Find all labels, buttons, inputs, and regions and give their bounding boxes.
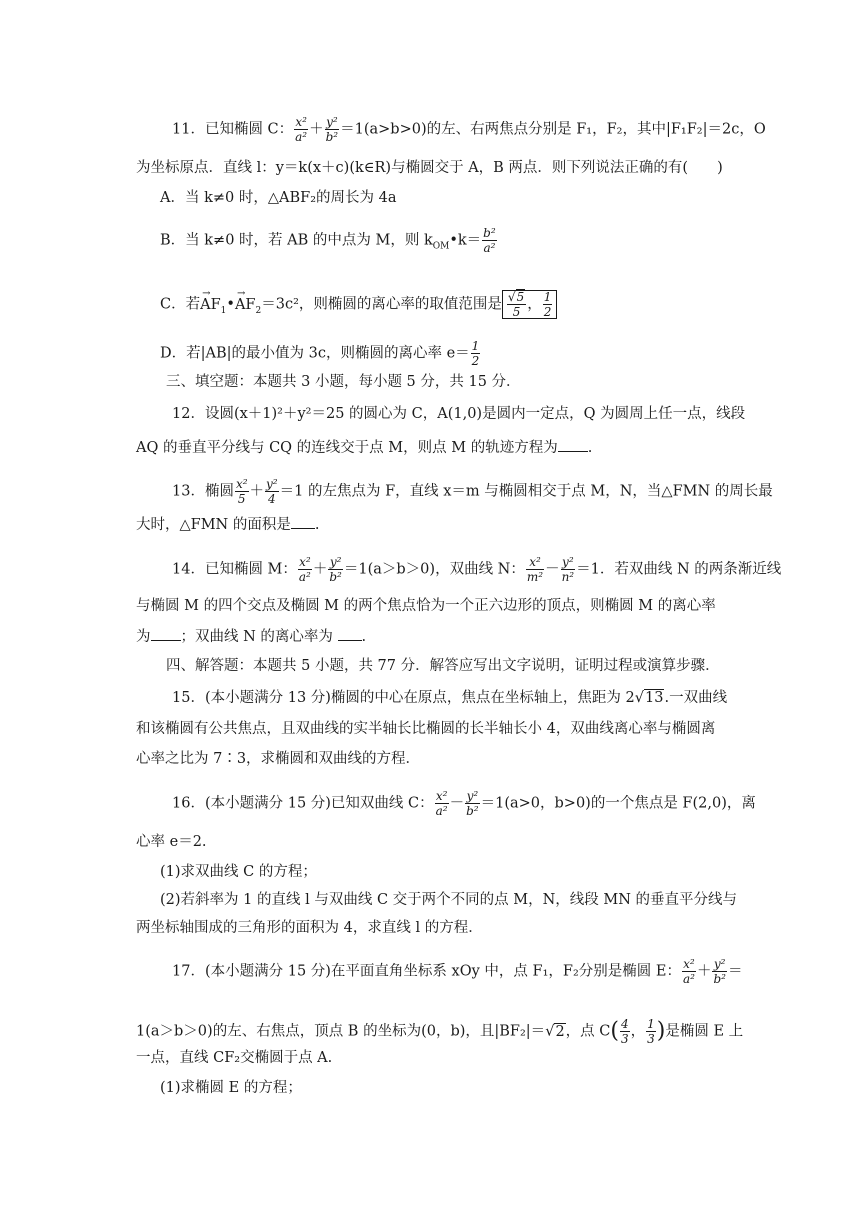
paren-open: (: [610, 1018, 619, 1044]
subscript: OM: [432, 241, 450, 252]
q16-line1: 16．(本小题满分 15 分)已知双曲线 C： $\frac{\text{x²}}{\text{a²}}$ － $\frac{\text{y²}}{\text{b²}}$ ＝1(a>0，b>0)的一个焦点是 F(2,0)，离: [172, 789, 756, 818]
q12-line2: AQ 的垂直平分线与 CQ 的连线交于点 M，则点 M 的轨迹方程为 .: [136, 437, 592, 458]
frac-num: x²: [235, 477, 248, 491]
answer-blank: [558, 437, 588, 452]
frac-den: b²: [713, 972, 726, 986]
q14-line2: 与椭圆 M 的四个交点及椭圆 M 的两个焦点恰为一个正六边形的顶点，则椭圆 M 的离心率: [136, 598, 716, 614]
fraction: [298, 556, 312, 583]
q17-text2: ，点 C: [565, 1023, 611, 1040]
frac-num: 4: [620, 1017, 629, 1031]
q13-text: 大时，△FMN 的面积是: [136, 517, 291, 533]
frac-num: y²: [713, 957, 726, 971]
section-4-heading: 四、解答题：本题共 5 小题，共 77 分．解答应写出文字说明，证明过程或演算步骤．: [166, 658, 720, 674]
frac-num: x²: [299, 555, 311, 569]
fraction: [682, 958, 696, 985]
answer-blank: [338, 626, 362, 641]
q11-line1: 11．已知椭圆 C： $\frac{\text{x²}}{\text{a²}}$ ＋ $\frac{\text{y²}}{\text{b²}}$ ＝1(a>b>0)的左、右两焦点分别是 F₁，F₂，其中|F₁F₂|＝2c，O: [172, 115, 766, 144]
q14-text-a: 14．已知椭圆 M：: [172, 561, 297, 578]
q11-option-c: C．若→ $AF_1•\to AF_2=3c^2$，则椭圆的离心率的取值范围是 $\frac{√5}{5}$ ， $\frac{1}{2}$: [160, 290, 557, 320]
fraction: [507, 291, 526, 318]
q16-sub2-line2: 两坐标轴围成的三角形的面积为 4，求直线 l 的方程．: [136, 920, 483, 936]
vector-af1: → $AF_1$: [200, 295, 226, 321]
answer-blank: [291, 514, 315, 529]
frac-num: y²: [329, 555, 342, 569]
frac-den: m²: [526, 570, 544, 584]
q16-text-b: ＝1(a>0，b>0)的一个焦点是 F(2,0)，离: [480, 795, 756, 812]
frac-num: 1: [543, 290, 552, 304]
q17-text3: 是椭圆 E 上: [665, 1023, 744, 1040]
paren-close: ): [656, 1018, 666, 1044]
frac-num: x²: [435, 789, 448, 803]
frac-num: y²: [466, 789, 479, 803]
frac-den: b²: [325, 130, 339, 144]
frac-den: b²: [329, 570, 342, 584]
sqrt-radicand: 5: [516, 290, 525, 304]
fraction: [543, 291, 553, 318]
frac-den: 5: [512, 305, 521, 319]
fraction: [465, 790, 480, 817]
q11-text-a: 11．已知椭圆 C：: [172, 121, 294, 138]
fraction: [712, 958, 727, 985]
frac-den: 4: [268, 492, 276, 506]
frac-den: 2: [471, 354, 480, 368]
q12-line1: 12．设圆(x＋1)²＋y²＝25 的圆心为 C，A(1,0)是圆内一定点，Q 为圆周上任一点，线段: [172, 406, 746, 422]
q11-option-d: [160, 340, 481, 367]
q12-text: AQ 的垂直平分线与 CQ 的连线交于点 M，则点 M 的轨迹方程为: [136, 440, 558, 456]
frac-num: y²: [266, 477, 278, 491]
frac-num: y²: [562, 555, 574, 569]
section-3-heading: 三、填空题：本题共 3 小题，每小题 5 分，共 15 分．: [166, 374, 521, 390]
frac-num: y²: [326, 115, 338, 129]
q15-line1: 15．(本小题满分 13 分)椭圆的中心在原点，焦点在坐标轴上，焦距为 2√13.一双曲线: [172, 690, 728, 706]
frac-num: b²: [483, 226, 496, 240]
q17-text-a: 17．(本小题满分 15 分)在平面直角坐标系 xOy 中，点 F₁，F₂分别是椭圆 E：: [172, 963, 681, 980]
vector-af2: → $AF_2$: [235, 295, 261, 321]
frac-den: a²: [483, 241, 496, 255]
q17-text: 1(a＞b＞0)的左、右焦点，顶点 B 的坐标为(0，b)，且|BF₂|＝: [136, 1023, 546, 1040]
fraction: [471, 340, 481, 367]
frac-den: n²: [561, 570, 575, 584]
q13-text-b: ＝1 的左焦点为 F，直线 x＝m 与椭圆相交于点 M，N，当△FMN 的周长最: [279, 483, 773, 500]
frac-den: 2: [543, 305, 552, 319]
q17-sub1: (1)求椭圆 E 的方程；: [160, 1080, 302, 1096]
q14-text: 为: [136, 629, 151, 645]
interval-bracket: $\frac{√5}{5}$ ， $\frac{1}{2}$: [502, 290, 557, 319]
q16-sub2-line1: (2)若斜率为 1 的直线 l 与双曲线 C 交于两个不同的点 M，N，线段 MN 的垂直平分线与: [160, 892, 738, 908]
frac-num: x²: [295, 115, 307, 129]
sqrt-radicand: 2: [555, 1023, 565, 1040]
frac-den: 5: [237, 492, 246, 506]
q15-line2: 和该椭圆有公共焦点，且双曲线的实半轴长比椭圆的长半轴长小 4，双曲线离心率与椭圆离: [136, 721, 716, 737]
q14-text-c: ＝1．若双曲线 N 的两条渐近线: [576, 561, 782, 578]
frac-num: 1: [647, 1017, 655, 1031]
q11-line2: 为坐标原点．直线 l：y＝k(x＋c)(k∈R)与椭圆交于 A，B 两点．则下列说法正确的有( ): [136, 160, 723, 176]
q14-line3: 为 ；双曲线 N 的离心率为 .: [136, 626, 366, 647]
q11-option-b: [160, 227, 498, 256]
frac-num: 1: [471, 339, 480, 353]
q17-line3: 一点，直线 CF₂交椭圆于点 A.: [136, 1050, 333, 1066]
q13-text-a: 13．椭圆: [172, 483, 234, 500]
q16-line2: 心率 e＝2.: [136, 834, 207, 850]
answer-blank: [151, 626, 181, 641]
fraction: [328, 556, 343, 583]
frac-den: 3: [620, 1032, 629, 1046]
fraction: [435, 790, 449, 817]
frac-den: a²: [298, 570, 311, 584]
q16-text-a: 16．(本小题满分 15 分)已知双曲线 C：: [172, 795, 434, 812]
q17-text-b: ＝: [727, 963, 743, 980]
q11-option-b-text2: •k＝: [449, 232, 482, 249]
fraction: [265, 478, 279, 505]
fraction: [526, 556, 544, 583]
frac-den: a²: [682, 972, 695, 986]
q17-line1: 17．(本小题满分 15 分)在平面直角坐标系 xOy 中，点 F₁，F₂分别是椭圆 E： $\frac{\text{x²}}{\text{a²}}$ ＋ $\frac{\text{y²}}{\text{b²}}$ ＝: [172, 957, 743, 986]
q11-option-c-text2: ＝3c²，则椭圆的离心率的取值范围是: [261, 296, 502, 313]
q13-line2: 大时，△FMN 的面积是 .: [136, 514, 319, 535]
fraction: [646, 1018, 656, 1045]
q15-text: 15．(本小题满分 13 分)椭圆的中心在原点，焦点在坐标轴上，焦距为 2: [172, 690, 635, 706]
q14-text2: ；双曲线 N 的离心率为: [180, 629, 333, 645]
q15-text-end: .一双曲线: [664, 690, 728, 706]
q14-text-b: ＝1(a＞b＞0)，双曲线 N：: [343, 561, 525, 578]
frac-num: x²: [683, 957, 695, 971]
q11-option-d-text: D．若|AB|的最小值为 3c，则椭圆的离心率 e＝: [160, 345, 470, 362]
frac-num: x²: [526, 556, 544, 570]
q13-line1: 13．椭圆 $\frac{\text{x²}}{5}$ ＋ $\frac{\text{y²}}{4}$ ＝1 的左焦点为 F，直线 x＝m 与椭圆相交于点 M，N，当△FMN 的周长最: [172, 477, 773, 506]
q11-option-c-text: C．若: [160, 296, 201, 313]
fraction: [294, 116, 308, 143]
fraction: [482, 227, 497, 254]
frac-den: a²: [295, 130, 308, 144]
q16-sub1: (1)求双曲线 C 的方程；: [160, 864, 317, 880]
fraction: [235, 478, 249, 505]
q15-line3: 心率之比为 7∶3，求椭圆和双曲线的方程．: [136, 751, 421, 767]
fraction: [325, 116, 340, 143]
sqrt-radicand: 13: [645, 690, 664, 706]
fraction: [620, 1018, 630, 1045]
q11-text-b: ＝1(a>b>0)的左、右两焦点分别是 F₁，F₂，其中|F₁F₂|＝2c，O: [340, 121, 766, 138]
fraction: [561, 556, 576, 583]
q14-line1: 14．已知椭圆 M： $\frac{\text{x²}}{\text{a²}}$ ＋ $\frac{\text{y²}}{\text{b²}}$ ＝1(a＞b＞0)，双曲线 N： $\frac{\text{x²}}{\text{m²}}$ － $\frac{\text{y²}}{\text{n²}}$ ＝1．若双曲线 N 的两条渐近线: [172, 555, 782, 584]
frac-den: a²: [435, 804, 448, 818]
frac-den: b²: [466, 804, 479, 818]
frac-den: 3: [647, 1032, 655, 1046]
q11-option-a: A．当 k≠0 时，△ABF₂的周长为 4a: [160, 190, 397, 206]
q17-line2: 1(a＞b＞0)的左、右焦点，顶点 B 的坐标为(0，b)，且|BF₂|＝√2，点 C( $\frac{4}{3}$ ， $\frac{1}{3}$ )是椭圆 E 上: [136, 1017, 744, 1046]
frac-num: √5: [507, 290, 525, 304]
q11-option-b-text: B．当 k≠0 时，若 AB 的中点为 M，则 k: [160, 232, 433, 249]
